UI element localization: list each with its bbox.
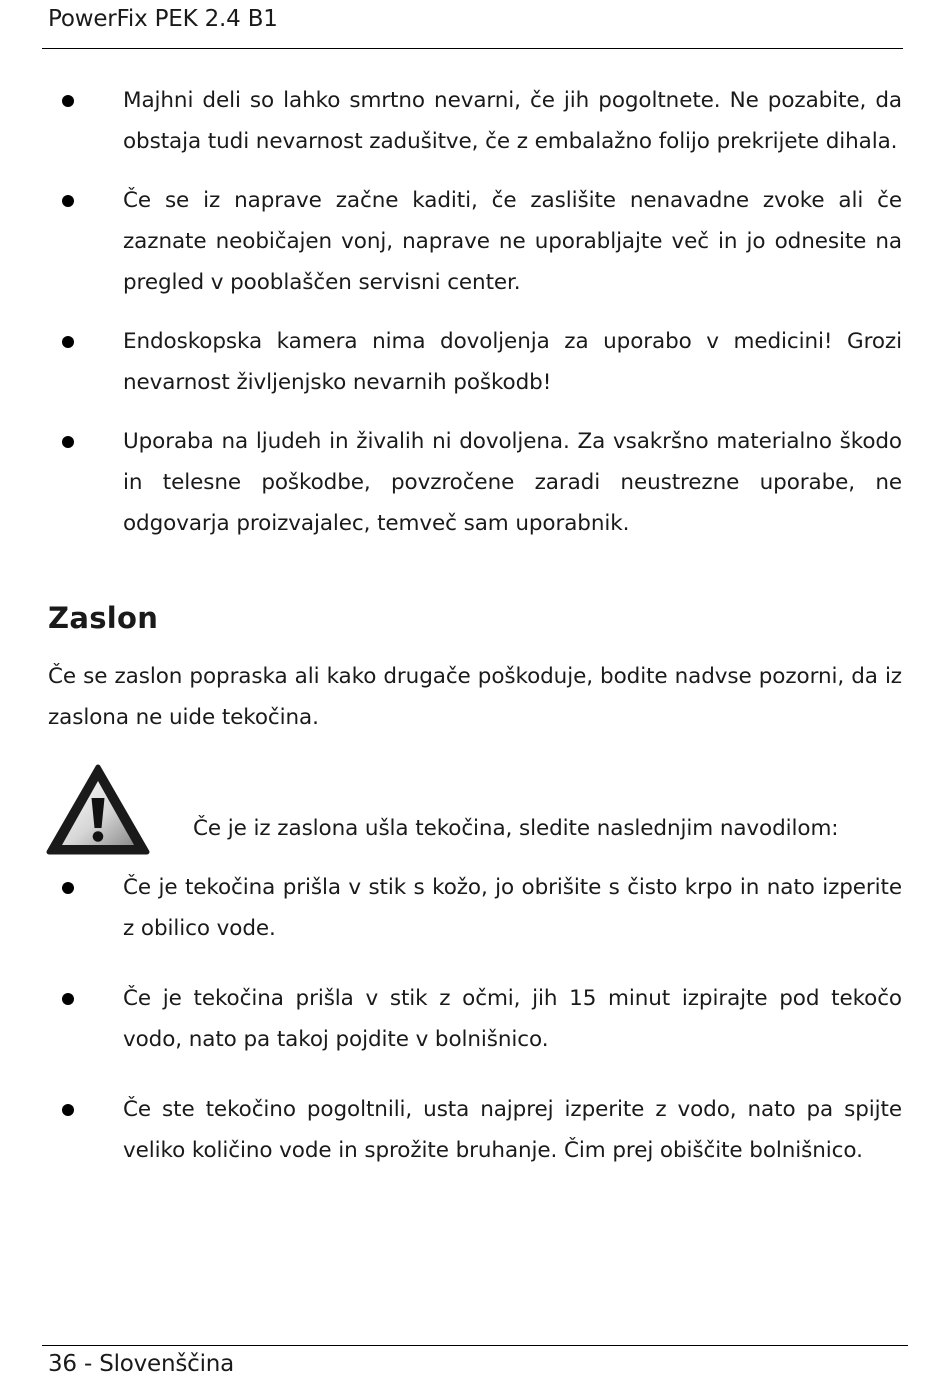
bullet-icon [62,95,74,107]
list-item-text: Majhni deli so lahko smrtno nevarni, če jih pogoltnete. Ne pozabite, da obstaja tudi nevarnost zadušitve, če z embalažno folijo prekrijete dihala. [123,88,902,154]
list-item [48,321,902,403]
list-item-text: Če je tekočina prišla v stik s kožo, jo obrišite s čisto krpo in nato izperite z obilico vode. [123,875,902,941]
safety-bullet-list [48,80,902,562]
header-divider [42,48,903,49]
warning-triangle-icon [46,764,150,856]
list-item [48,978,902,1060]
bullet-icon [62,1104,74,1116]
list-item [48,867,902,949]
list-item [48,421,902,544]
list-item-text: Endoskopska kamera nima dovoljenja za uporabo v medicini! Grozi nevarnost življenjsko nevarnih poškodb! [123,329,902,395]
page-footer: 36 - Slovenščina [48,1351,235,1377]
list-item [48,80,902,162]
list-item-text: Če je tekočina prišla v stik z očmi, jih 15 minut izpirajte pod tekočo vodo, nato pa takoj pojdite v bolnišnico. [123,986,902,1052]
list-item-text: Če ste tekočino pogoltnili, usta najprej izperite z vodo, nato pa spijte veliko količino vode in sprožite bruhanje. Čim prej obiščite bolnišnico. [123,1097,902,1163]
page-header: PowerFix PEK 2.4 B1 [48,6,278,32]
footer-divider [42,1345,908,1346]
bullet-icon [62,993,74,1005]
list-item-text: Uporaba na ljudeh in živalih ni dovoljena. Za vsakršno materialno škodo in telesne poškodbe, povzročene zaradi neustrezne uporabe, ne odgovarja proizvajalec, temveč sam uporabnik. [123,429,902,536]
liquid-bullet-list [48,867,902,1200]
warning-text: Če je iz zaslona ušla tekočina, sledite naslednjim navodilom: [193,816,839,841]
bullet-icon [62,336,74,348]
bullet-icon [62,195,74,207]
list-item [48,180,902,303]
section-paragraph: Če se zaslon popraska ali kako drugače poškoduje, bodite nadvse pozorni, da iz zaslona ne uide tekočina. [48,664,902,730]
list-item-text: Če se iz naprave začne kaditi, če zaslišite nenavadne zvoke ali če zaznate neobičajen vonj, naprave ne uporabljajte več in jo odnesite na pregled v pooblaščen servisni center. [123,188,902,295]
list-item [48,1089,902,1171]
bullet-icon [62,436,74,448]
section-heading: Zaslon [48,601,159,635]
bullet-icon [62,882,74,894]
